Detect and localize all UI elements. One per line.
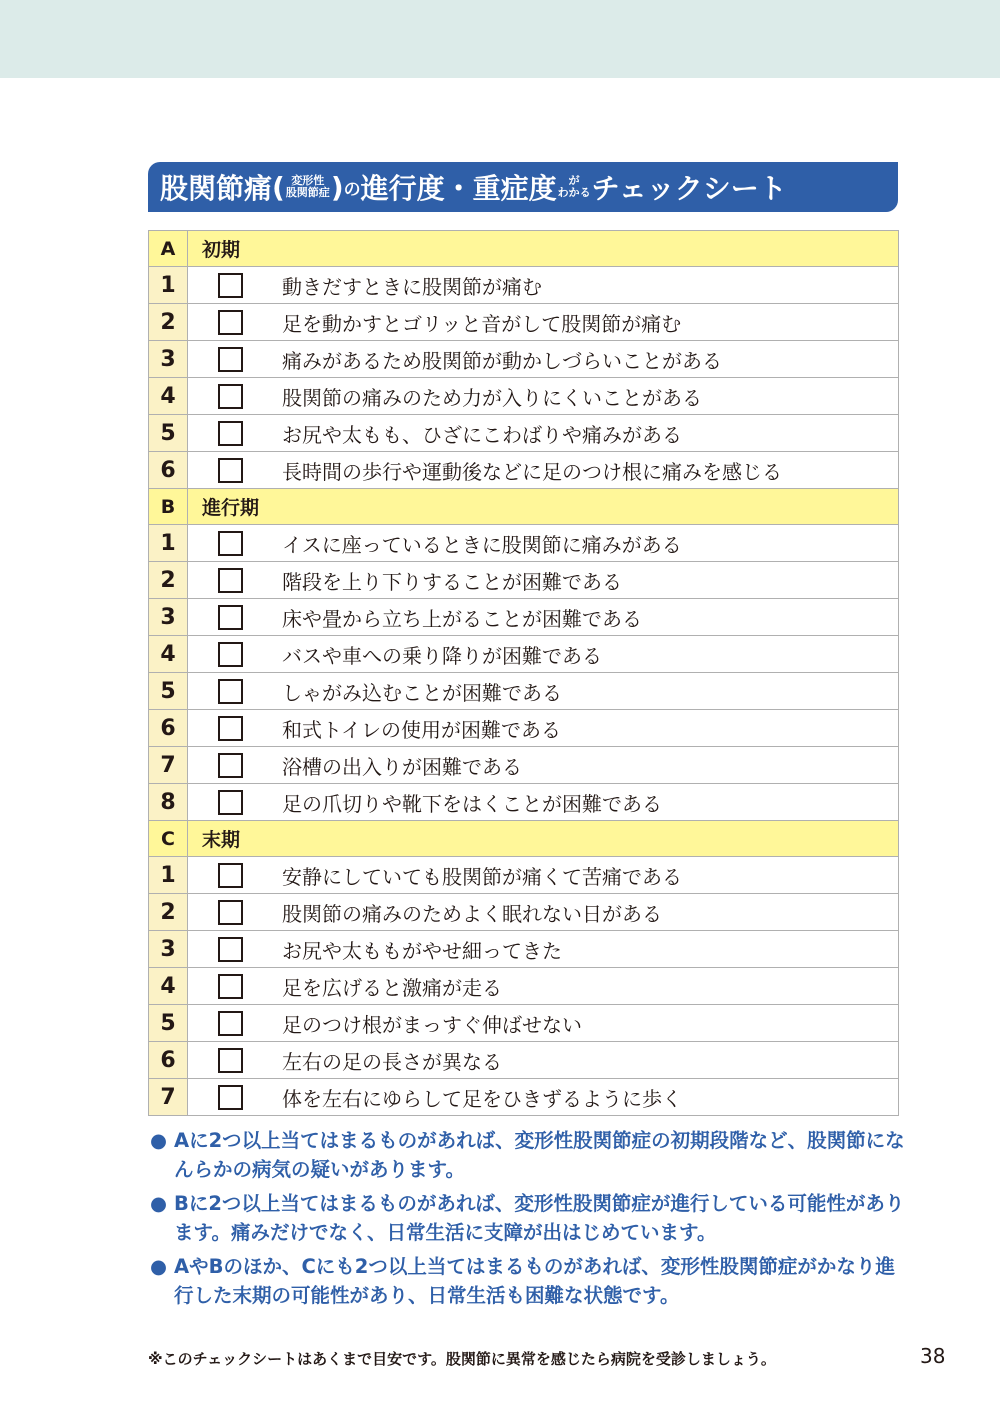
item-text: 股関節の痛みのためよく眠れない日がある <box>282 901 662 926</box>
item-number: 3 <box>149 599 188 636</box>
note-bullet: ● <box>150 1255 168 1278</box>
item-text: 足のつけ根がまっすぐ伸ばせない <box>282 1012 582 1037</box>
checklist-row <box>149 747 899 784</box>
section-letter: C <box>149 821 188 857</box>
item-cell <box>188 525 899 562</box>
item-cell <box>188 747 899 784</box>
item-cell <box>188 378 899 415</box>
item-inner <box>188 562 898 598</box>
item-inner <box>188 931 898 967</box>
checklist-row <box>149 378 899 415</box>
item-text: 安静にしていても股関節が痛くて苦痛である <box>282 864 682 889</box>
checklist-row <box>149 1042 899 1079</box>
note-bullet: ● <box>150 1192 168 1215</box>
item-number: 7 <box>149 747 188 784</box>
checkbox[interactable] <box>218 531 243 556</box>
checkbox[interactable] <box>218 273 243 298</box>
item-number: 5 <box>149 1005 188 1042</box>
item-inner <box>188 452 898 488</box>
item-number: 3 <box>149 341 188 378</box>
item-text: イスに座っているときに股関節に痛みがある <box>282 532 682 557</box>
item-inner <box>188 673 898 709</box>
check-table <box>148 230 899 1116</box>
checkbox[interactable] <box>218 1011 243 1036</box>
title-sub-line1: 変形性 <box>291 174 325 187</box>
item-number: 6 <box>149 452 188 489</box>
item-inner <box>188 1079 898 1115</box>
checkbox[interactable] <box>218 347 243 372</box>
checklist-row <box>149 562 899 599</box>
item-cell <box>188 894 899 931</box>
item-text: 左右の足の長さが異なる <box>282 1049 502 1074</box>
item-text: 体を左右にゆらして足をひきずるように歩く <box>282 1086 682 1111</box>
item-inner <box>188 784 898 820</box>
checkbox[interactable] <box>218 753 243 778</box>
note-c <box>150 1252 910 1310</box>
item-number: 6 <box>149 1042 188 1079</box>
item-inner <box>188 341 898 377</box>
item-inner <box>188 747 898 783</box>
section-letter: A <box>149 231 188 267</box>
item-cell <box>188 599 899 636</box>
note-a <box>150 1126 910 1184</box>
item-number: 5 <box>149 415 188 452</box>
checkbox[interactable] <box>218 790 243 815</box>
section-letter: B <box>149 489 188 525</box>
item-text: しゃがみ込むことが困難である <box>282 680 562 705</box>
item-cell <box>188 710 899 747</box>
item-number: 4 <box>149 968 188 1005</box>
item-text: バスや車への乗り降りが困難である <box>282 643 602 668</box>
title-banner <box>148 162 898 212</box>
item-inner <box>188 857 898 893</box>
item-inner <box>188 894 898 930</box>
item-text: 浴槽の出入りが困難である <box>282 754 522 779</box>
item-text: 階段を上り下りすることが困難である <box>282 569 622 594</box>
item-cell <box>188 1042 899 1079</box>
item-number: 4 <box>149 636 188 673</box>
item-cell <box>188 415 899 452</box>
item-number: 2 <box>149 894 188 931</box>
section-name: 初期 <box>202 239 241 261</box>
item-text: 痛みがあるため股関節が動かしづらいことがある <box>282 348 722 373</box>
checklist-row <box>149 673 899 710</box>
checkbox[interactable] <box>218 310 243 335</box>
notes <box>150 1126 910 1315</box>
note-text: Aに2つ以上当てはまるものがあれば、変形性股関節症の初期段階など、股関節になんらかの病気の疑いがあります。 <box>174 1129 905 1181</box>
item-number: 1 <box>149 525 188 562</box>
section-name: 末期 <box>202 829 241 851</box>
title-no: の <box>343 179 361 200</box>
note-b <box>150 1189 910 1247</box>
item-text: 長時間の歩行や運動後などに足のつけ根に痛みを感じる <box>282 459 782 484</box>
item-inner <box>188 378 898 414</box>
item-cell <box>188 304 899 341</box>
item-text: 床や畳から立ち上がることが困難である <box>282 606 642 631</box>
section-header-row <box>149 489 899 525</box>
top-band <box>0 0 1000 78</box>
checklist-row <box>149 1005 899 1042</box>
checklist-row <box>149 857 899 894</box>
item-inner <box>188 267 898 303</box>
item-cell <box>188 636 899 673</box>
checkbox[interactable] <box>218 937 243 962</box>
item-text: お尻や太ももがやせ細ってきた <box>282 938 562 963</box>
title-ga-wakaru <box>558 175 591 199</box>
title-sub-line2: 股関節症 <box>285 186 330 199</box>
checklist-row <box>149 267 899 304</box>
item-inner <box>188 304 898 340</box>
title-ga: が <box>568 174 580 187</box>
checkbox[interactable] <box>218 679 243 704</box>
checkbox[interactable] <box>218 568 243 593</box>
section-header-row <box>149 231 899 267</box>
section-header-row <box>149 821 899 857</box>
item-text: お尻や太もも、ひざにこわばりや痛みがある <box>282 422 682 447</box>
checkbox[interactable] <box>218 974 243 999</box>
item-number: 4 <box>149 378 188 415</box>
item-number: 6 <box>149 710 188 747</box>
item-number: 1 <box>149 857 188 894</box>
note-text: Bに2つ以上当てはまるものがあれば、変形性股関節症が進行している可能性があります。痛みだけでなく、日常生活に支障が出はじめています。 <box>174 1192 905 1244</box>
item-inner <box>188 1005 898 1041</box>
checkbox[interactable] <box>218 642 243 667</box>
checklist-row <box>149 341 899 378</box>
title-subtitle <box>286 175 330 199</box>
checkbox[interactable] <box>218 1048 243 1073</box>
checkbox[interactable] <box>218 605 243 630</box>
item-cell <box>188 784 899 821</box>
item-inner <box>188 525 898 561</box>
checkbox[interactable] <box>218 900 243 925</box>
item-number: 5 <box>149 673 188 710</box>
item-inner <box>188 599 898 635</box>
checklist-row <box>149 710 899 747</box>
item-cell <box>188 931 899 968</box>
title-part2: 進行度・重症度 <box>360 172 557 205</box>
checkbox[interactable] <box>218 421 243 446</box>
section-name-cell <box>188 821 899 857</box>
checkbox[interactable] <box>218 716 243 741</box>
item-cell <box>188 562 899 599</box>
item-inner <box>188 636 898 672</box>
checklist-row <box>149 636 899 673</box>
section-name-cell <box>188 489 899 525</box>
note-bullet: ● <box>150 1129 168 1152</box>
item-text: 和式トイレの使用が困難である <box>282 717 561 742</box>
item-number: 2 <box>149 562 188 599</box>
checkbox[interactable] <box>218 458 243 483</box>
checklist-row <box>149 931 899 968</box>
item-cell <box>188 452 899 489</box>
checklist-row <box>149 968 899 1005</box>
title-paren-open: ( <box>272 170 285 204</box>
section-name: 進行期 <box>202 497 260 519</box>
item-cell <box>188 1005 899 1042</box>
checkbox[interactable] <box>218 1085 243 1110</box>
section-name-cell <box>188 231 899 267</box>
item-inner <box>188 1042 898 1078</box>
note-text: AやBのほか、Cにも2つ以上当てはまるものがあれば、変形性股関節症がかなり進行した末期の可能性があり、日常生活も困難な状態です。 <box>174 1255 895 1307</box>
title-wakaru: わかる <box>557 186 591 199</box>
item-number: 3 <box>149 931 188 968</box>
item-inner <box>188 968 898 1004</box>
checklist-row <box>149 304 899 341</box>
item-cell <box>188 267 899 304</box>
item-cell <box>188 1079 899 1116</box>
item-number: 8 <box>149 784 188 821</box>
title-paren-close: ) <box>330 170 344 204</box>
footnote: ※このチェックシートはあくまで目安です。股関節に異常を感じたら病院を受診しましょう。 <box>148 1350 776 1368</box>
page-number: 38 <box>920 1344 946 1368</box>
item-number: 2 <box>149 304 188 341</box>
item-cell <box>188 857 899 894</box>
checklist-row <box>149 525 899 562</box>
checklist-row <box>149 1079 899 1116</box>
item-inner <box>188 710 898 746</box>
checklist-row <box>149 894 899 931</box>
item-cell <box>188 673 899 710</box>
item-text: 動きだすときに股関節が痛む <box>282 274 542 299</box>
item-text: 足を広げると激痛が走る <box>282 975 502 1000</box>
item-text: 股関節の痛みのため力が入りにくいことがある <box>282 385 702 410</box>
checklist-row <box>149 415 899 452</box>
title-part3: チェックシート <box>591 172 787 205</box>
checklist-row <box>149 784 899 821</box>
item-text: 足の爪切りや靴下をはくことが困難である <box>282 791 662 816</box>
item-number: 1 <box>149 267 188 304</box>
checklist-row <box>149 599 899 636</box>
checklist-row <box>149 452 899 489</box>
item-cell <box>188 968 899 1005</box>
item-inner <box>188 415 898 451</box>
checkbox[interactable] <box>218 863 243 888</box>
checkbox[interactable] <box>218 384 243 409</box>
item-text: 足を動かすとゴリッと音がして股関節が痛む <box>282 311 682 336</box>
item-cell <box>188 341 899 378</box>
title-part1: 股関節痛 <box>160 172 273 205</box>
item-number: 7 <box>149 1079 188 1116</box>
